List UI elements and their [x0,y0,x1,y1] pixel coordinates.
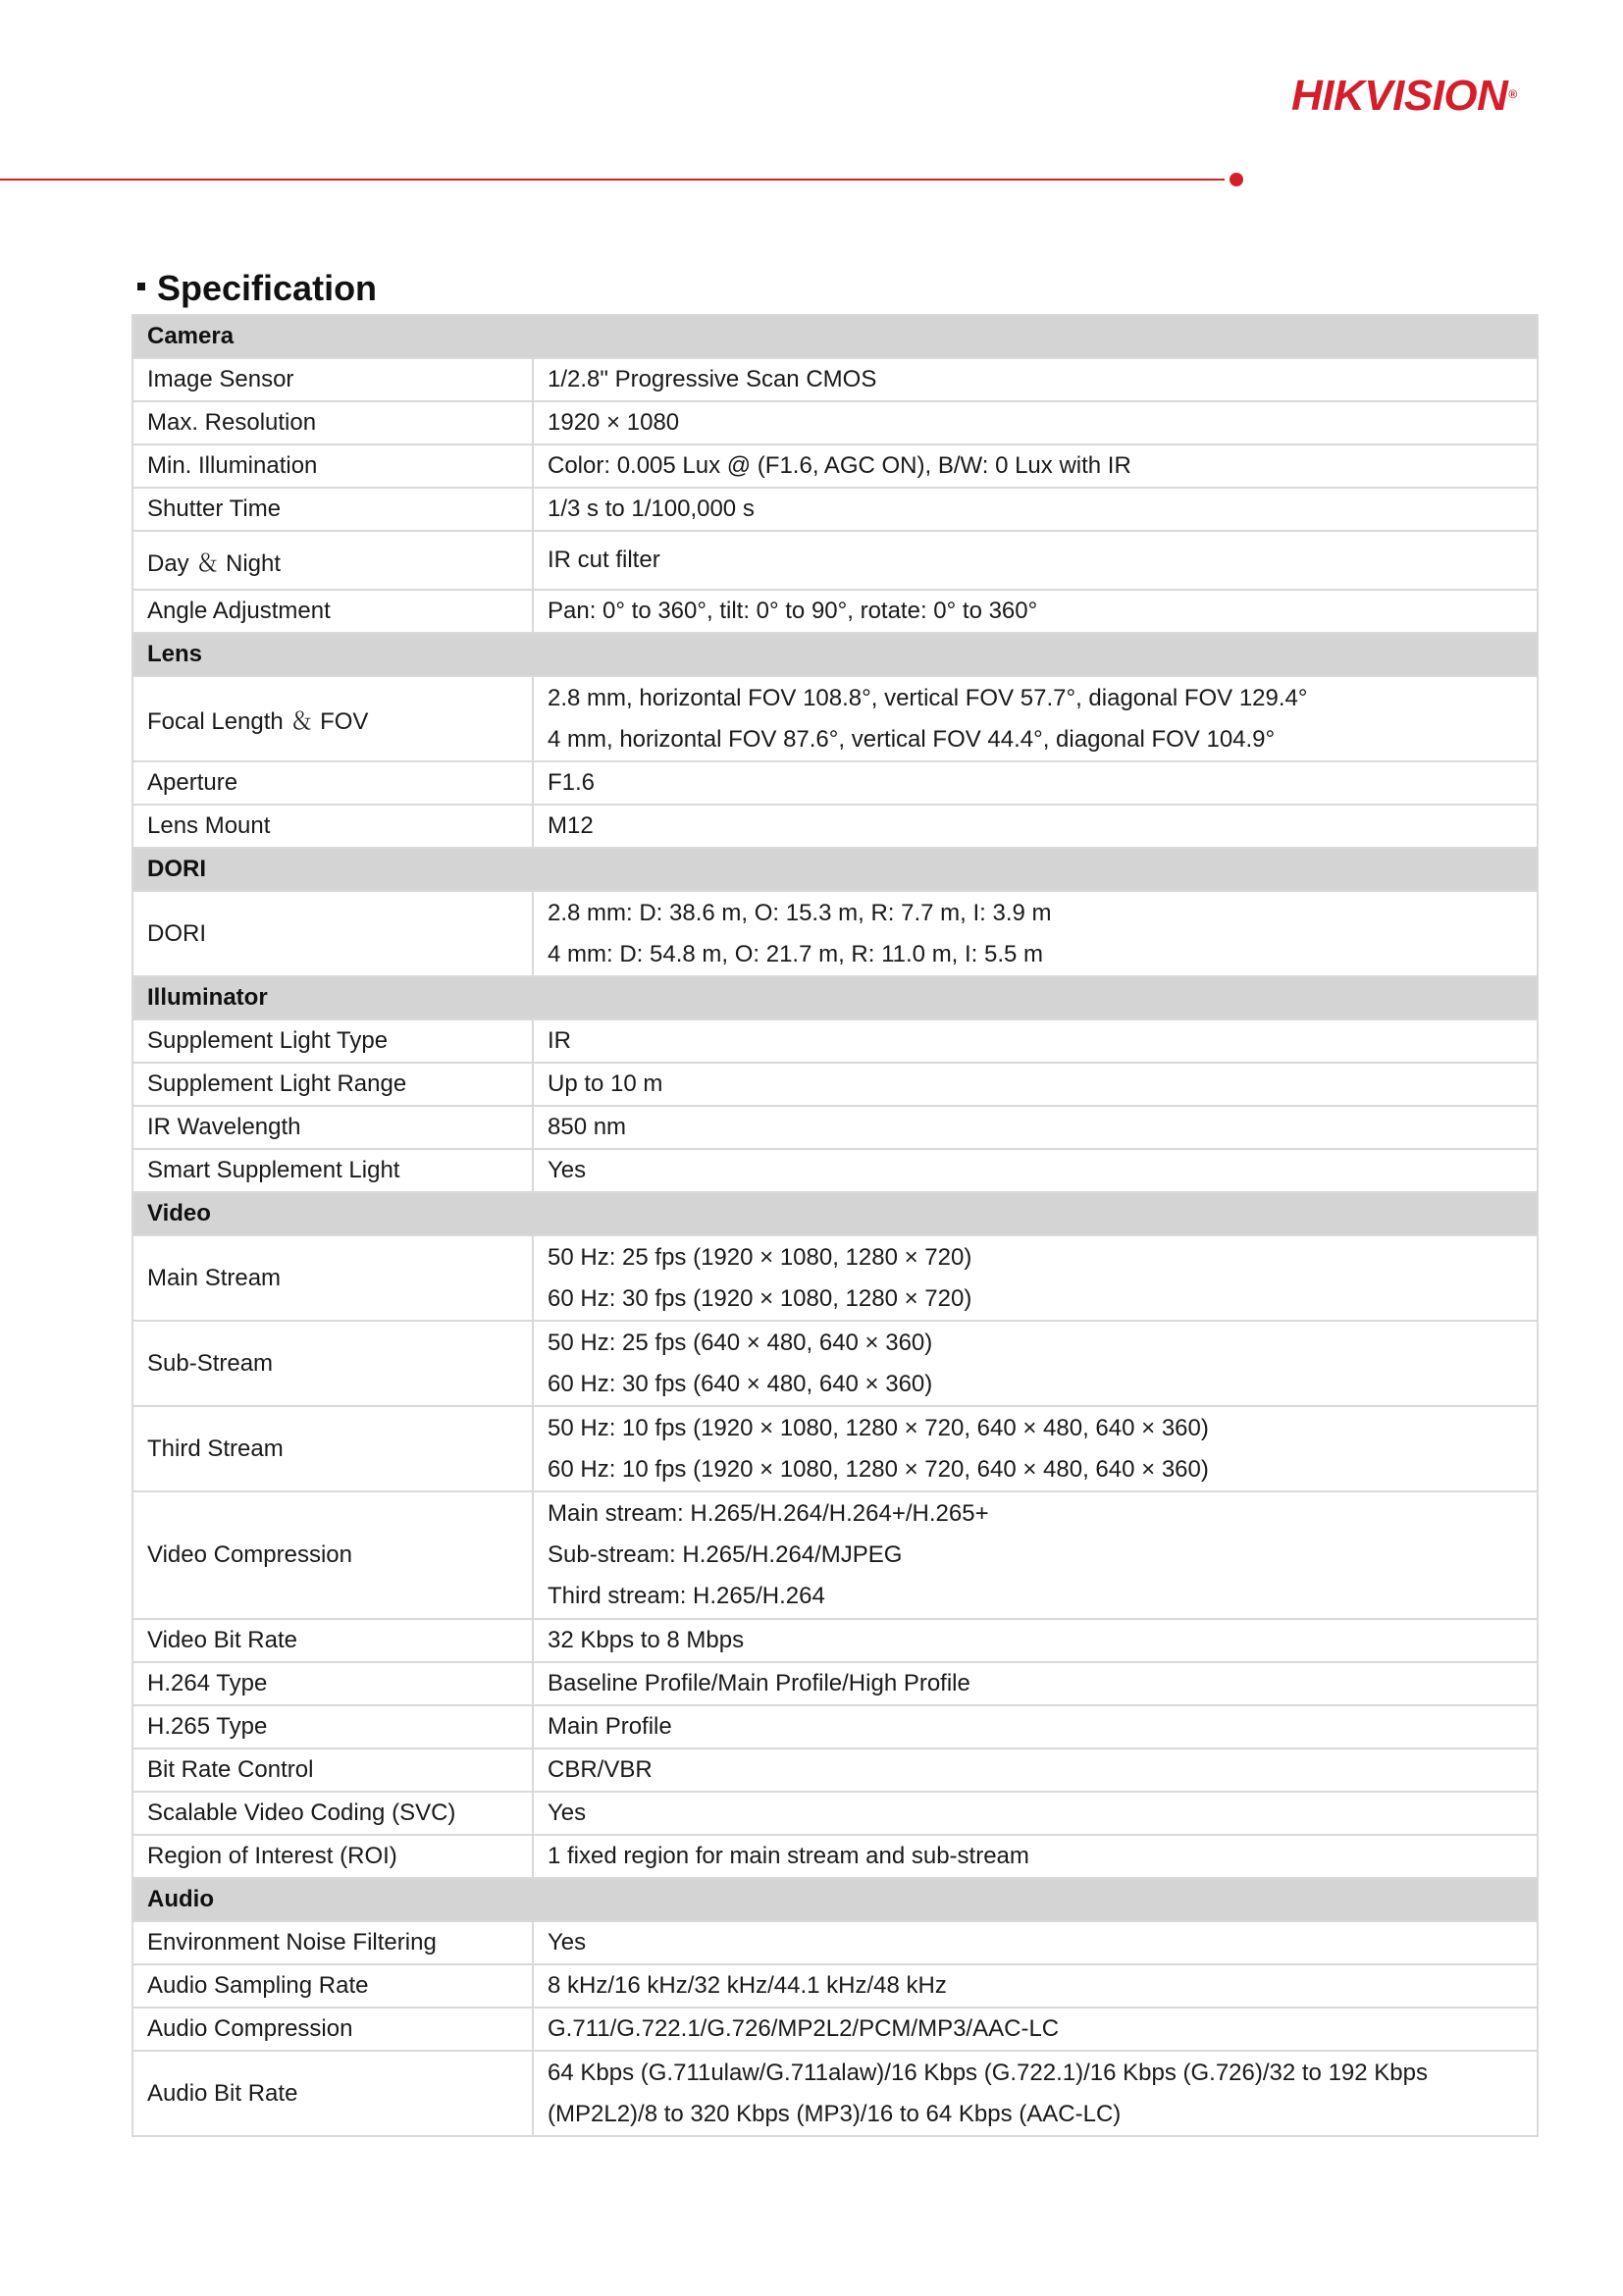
spec-label: Audio Sampling Rate [132,1964,533,2008]
category-row [132,1192,1538,1235]
spec-label: IR Wavelength [132,1106,533,1149]
spec-row [132,761,1538,805]
category-heading: Video [132,1192,1538,1235]
spec-row [132,358,1538,401]
spec-row [132,1705,1538,1748]
spec-label: Main Stream [132,1235,533,1321]
spec-row [132,1106,1538,1149]
spec-value: Yes [548,1929,587,1956]
category-heading: Audio [132,1878,1538,1921]
spec-row [132,1063,1538,1106]
spec-row [132,1748,1538,1792]
spec-value: 32 Kbps to 8 Mbps [548,1627,745,1653]
spec-value-cell [533,1491,1538,1619]
logo-text: HIKVISION [1291,72,1508,120]
spec-value: Main stream: H.265/H.264/H.264+/H.265+ [548,1500,989,1527]
spec-value: 1920 × 1080 [548,409,680,436]
spec-label: DORI [132,891,533,976]
spec-value: Yes [548,1800,587,1826]
spec-value: 50 Hz: 10 fps (1920 × 1080, 1280 × 720, 640 × 480, 640 × 360) [548,1414,1209,1441]
spec-label: Angle Adjustment [132,590,533,633]
spec-row [132,1149,1538,1192]
spec-row [132,401,1538,444]
spec-row [132,1235,1538,1321]
spec-value-cell [533,1662,1538,1705]
spec-value: Yes [548,1157,587,1183]
category-row [132,976,1538,1019]
spec-row [132,676,1538,761]
spec-value: M12 [548,812,594,839]
spec-table [131,314,1539,2137]
spec-label: Supplement Light Range [132,1063,533,1106]
category-heading: DORI [132,848,1538,891]
spec-label: Supplement Light Type [132,1019,533,1063]
spec-value-cell [533,1921,1538,1964]
spec-row [132,531,1538,590]
spec-row [132,590,1538,633]
spec-label: Video Compression [132,1491,533,1619]
spec-value-cell [533,2051,1538,2136]
spec-value: 60 Hz: 30 fps (640 × 480, 640 × 360) [548,1370,933,1397]
spec-row [132,1321,1538,1406]
category-heading: Lens [132,633,1538,676]
spec-value: 2.8 mm: D: 38.6 m, O: 15.3 m, R: 7.7 m, I: 3.9 m [548,899,1052,926]
spec-value: 8 kHz/16 kHz/32 kHz/44.1 kHz/48 kHz [548,1972,947,1999]
spec-value-cell [533,1748,1538,1792]
spec-row [132,805,1538,848]
spec-value-cell [533,676,1538,761]
spec-row [132,1964,1538,2008]
spec-label: Scalable Video Coding (SVC) [132,1792,533,1835]
spec-value-cell [533,1063,1538,1106]
spec-value-cell [533,1705,1538,1748]
spec-value-cell [533,358,1538,401]
registered-mark: ® [1508,87,1517,101]
spec-label: Aperture [132,761,533,805]
header-divider-dot [1230,173,1243,186]
spec-row [132,488,1538,531]
spec-value-cell [533,891,1538,976]
spec-value: IR [548,1027,571,1054]
spec-label: Focal Length ＆ FOV [132,676,533,761]
spec-label: Environment Noise Filtering [132,1921,533,1964]
header-divider-line [0,179,1225,181]
spec-value: 64 Kbps (G.711ulaw/G.711alaw)/16 Kbps (G.722.1)/16 Kbps (G.726)/32 to 192 Kbps [548,2059,1428,2086]
spec-row [132,1491,1538,1619]
spec-value-cell [533,401,1538,444]
spec-value-cell [533,590,1538,633]
spec-label: Region of Interest (ROI) [132,1835,533,1878]
spec-table-body [132,315,1538,2136]
spec-value: IR cut filter [548,547,660,573]
spec-row [132,1406,1538,1491]
spec-value: Baseline Profile/Main Profile/High Profile [548,1670,970,1696]
spec-value-cell [533,1835,1538,1878]
spec-value: 50 Hz: 25 fps (1920 × 1080, 1280 × 720) [548,1243,972,1271]
spec-row [132,2051,1538,2136]
spec-row [132,1019,1538,1063]
spec-value-cell [533,488,1538,531]
spec-label: Image Sensor [132,358,533,401]
spec-value: CBR/VBR [548,1756,653,1783]
spec-label: Lens Mount [132,805,533,848]
spec-value: 1/2.8" Progressive Scan CMOS [548,366,877,392]
spec-value: 850 nm [548,1114,627,1140]
category-row [132,315,1538,358]
category-heading: Camera [132,315,1538,358]
spec-value: 1 fixed region for main stream and sub-stream [548,1843,1029,1869]
spec-value: Color: 0.005 Lux @ (F1.6, AGC ON), B/W: 0 Lux with IR [548,452,1131,479]
spec-value: 4 mm: D: 54.8 m, O: 21.7 m, R: 11.0 m, I: 5.5 m [548,940,1044,967]
spec-label: H.264 Type [132,1662,533,1705]
spec-value: G.711/G.722.1/G.726/MP2L2/PCM/MP3/AAC-LC [548,2015,1060,2042]
spec-label: Min. Illumination [132,444,533,488]
spec-value-cell [533,1106,1538,1149]
spec-label: Third Stream [132,1406,533,1491]
spec-value: 60 Hz: 10 fps (1920 × 1080, 1280 × 720, 640 × 480, 640 × 360) [548,1455,1209,1483]
square-bullet-icon [137,283,145,290]
spec-value: 1/3 s to 1/100,000 s [548,496,755,522]
spec-row [132,2008,1538,2051]
spec-value-cell [533,1019,1538,1063]
spec-value-cell [533,1235,1538,1321]
spec-value: 2.8 mm, horizontal FOV 108.8°, vertical FOV 57.7°, diagonal FOV 129.4° [548,684,1308,711]
section-title-text: Specification [157,268,378,308]
spec-value: Main Profile [548,1713,672,1740]
category-row [132,1878,1538,1921]
spec-value-cell [533,761,1538,805]
spec-label: Smart Supplement Light [132,1149,533,1192]
spec-row [132,444,1538,488]
spec-label: Audio Compression [132,2008,533,2051]
spec-value-cell [533,2008,1538,2051]
spec-row [132,1662,1538,1705]
spec-value: Sub-stream: H.265/H.264/MJPEG [548,1541,903,1568]
spec-value-cell [533,531,1538,590]
spec-value: Pan: 0° to 360°, tilt: 0° to 90°, rotate: 0° to 360° [548,598,1038,624]
spec-value: Up to 10 m [548,1070,663,1097]
spec-row [132,1835,1538,1878]
spec-row [132,1792,1538,1835]
spec-row [132,1619,1538,1662]
spec-value-cell [533,1792,1538,1835]
spec-label: Audio Bit Rate [132,2051,533,2136]
spec-value: (MP2L2)/8 to 320 Kbps (MP3)/16 to 64 Kbps (AAC-LC) [548,2100,1122,2127]
spec-value: 50 Hz: 25 fps (640 × 480, 640 × 360) [548,1329,933,1356]
category-row [132,848,1538,891]
spec-value-cell [533,805,1538,848]
section-title [137,267,377,310]
category-heading: Illuminator [132,976,1538,1019]
category-row [132,633,1538,676]
spec-label: H.265 Type [132,1705,533,1748]
hikvision-logo [1291,71,1517,122]
spec-value: Third stream: H.265/H.264 [548,1583,825,1609]
spec-value: F1.6 [548,769,596,796]
spec-row [132,1921,1538,1964]
spec-value: 4 mm, horizontal FOV 87.6°, vertical FOV 44.4°, diagonal FOV 104.9° [548,725,1276,753]
spec-value-cell [533,1406,1538,1491]
spec-label: Bit Rate Control [132,1748,533,1792]
spec-value-cell [533,1321,1538,1406]
spec-value-cell [533,1149,1538,1192]
spec-value-cell [533,1619,1538,1662]
spec-label: Video Bit Rate [132,1619,533,1662]
spec-label: Day ＆ Night [132,531,533,590]
spec-label: Shutter Time [132,488,533,531]
spec-label: Max. Resolution [132,401,533,444]
spec-value-cell [533,444,1538,488]
spec-value-cell [533,1964,1538,2008]
spec-row [132,891,1538,976]
spec-label: Sub-Stream [132,1321,533,1406]
spec-value: 60 Hz: 30 fps (1920 × 1080, 1280 × 720) [548,1284,972,1312]
